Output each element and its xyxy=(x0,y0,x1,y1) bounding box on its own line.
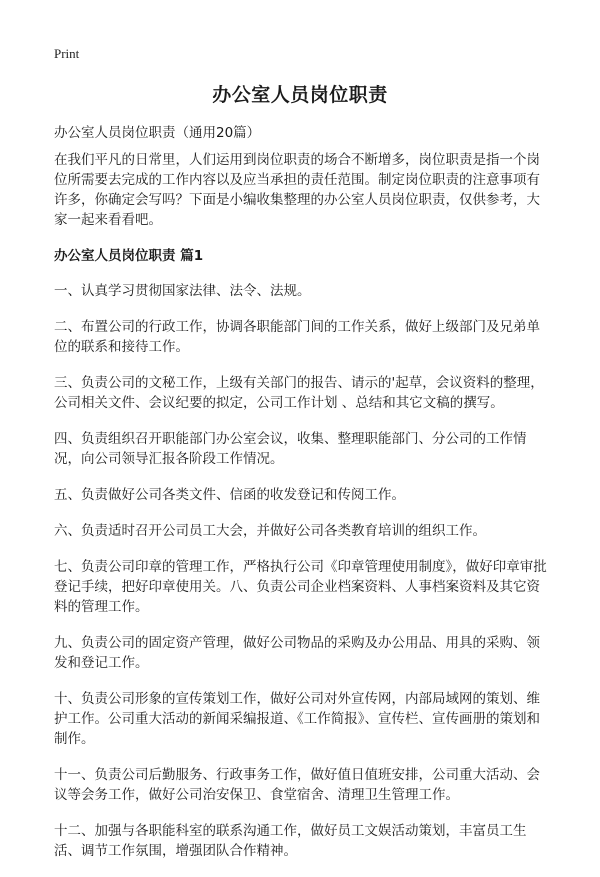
duty-item-5: 五、负责做好公司各类文件、信函的收发登记和传阅工作。 xyxy=(54,487,405,503)
section-heading: 办公室人员岗位职责 篇1 xyxy=(54,248,204,264)
page-title: 办公室人员岗位职责 xyxy=(212,84,388,106)
duty-item-6: 六、负责适时召开公司员工大会，并做好公司各类教育培训的组织工作。 xyxy=(54,523,486,539)
duty-item-3: 三、负责公司的文秘工作，上级有关部门的报告、请示的'起草，会议资料的整理，公司相关文件、会议纪要的拟定，公司工作计划 、总结和其它文稿的撰写。 xyxy=(54,375,544,411)
intro-paragraph: 在我们平凡的日常里，人们运用到岗位职责的场合不断增多，岗位职责是指一个岗位所需要去完成的工作内容以及应当承担的责任范围。制定岗位职责的注意事项有许多，你确定会写吗？下面是小编收集整理的办公室人员岗位职责，仅供参考，大家一起来看看吧。 xyxy=(54,152,540,228)
duty-item-9: 九、负责公司的固定资产管理，做好公司物品的采购及办公用品、用具的采购、领发和登记工作。 xyxy=(54,635,540,671)
duty-item-4: 四、负责组织召开职能部门办公室会议，收集、整理职能部门、分公司的工作情况，向公司领导汇报各阶段工作情况。 xyxy=(54,431,527,467)
duty-item-11: 十一、负责公司后勤服务、行政事务工作，做好值日值班安排，公司重大活动、会议等会务工作，做好公司治安保卫、食堂宿舍、清理卫生管理工作。 xyxy=(54,767,540,803)
print-link[interactable]: Print xyxy=(54,46,80,61)
document-body xyxy=(54,150,550,877)
duty-item-2: 二、布置公司的行政工作，协调各职能部门间的工作关系，做好上级部门及兄弟单位的联系和接待工作。 xyxy=(54,319,540,355)
duty-item-7: 七、负责公司印章的管理工作，严格执行公司《印章管理使用制度》，做好印章审批登记手续，把好印章使用关。八、负责公司企业档案资料、人事档案资料及其它资料的管理工作。 xyxy=(54,559,547,615)
duty-item-10: 十、负责公司形象的宣传策划工作，做好公司对外宣传网，内部局域网的策划、维护工作。公司重大活动的新闻采编报道、《工作简报》、宣传栏、宣传画册的策划和制作。 xyxy=(54,691,540,747)
document-subtitle: 办公室人员岗位职责（通用20篇） xyxy=(54,125,261,141)
duty-item-1: 一、认真学习贯彻国家法律、法令、法规。 xyxy=(54,283,311,299)
duty-item-12: 十二、加强与各职能科室的联系沟通工作，做好员工文娱活动策划，丰富员工生活、调节工作氛围，增强团队合作精神。 xyxy=(54,823,527,859)
